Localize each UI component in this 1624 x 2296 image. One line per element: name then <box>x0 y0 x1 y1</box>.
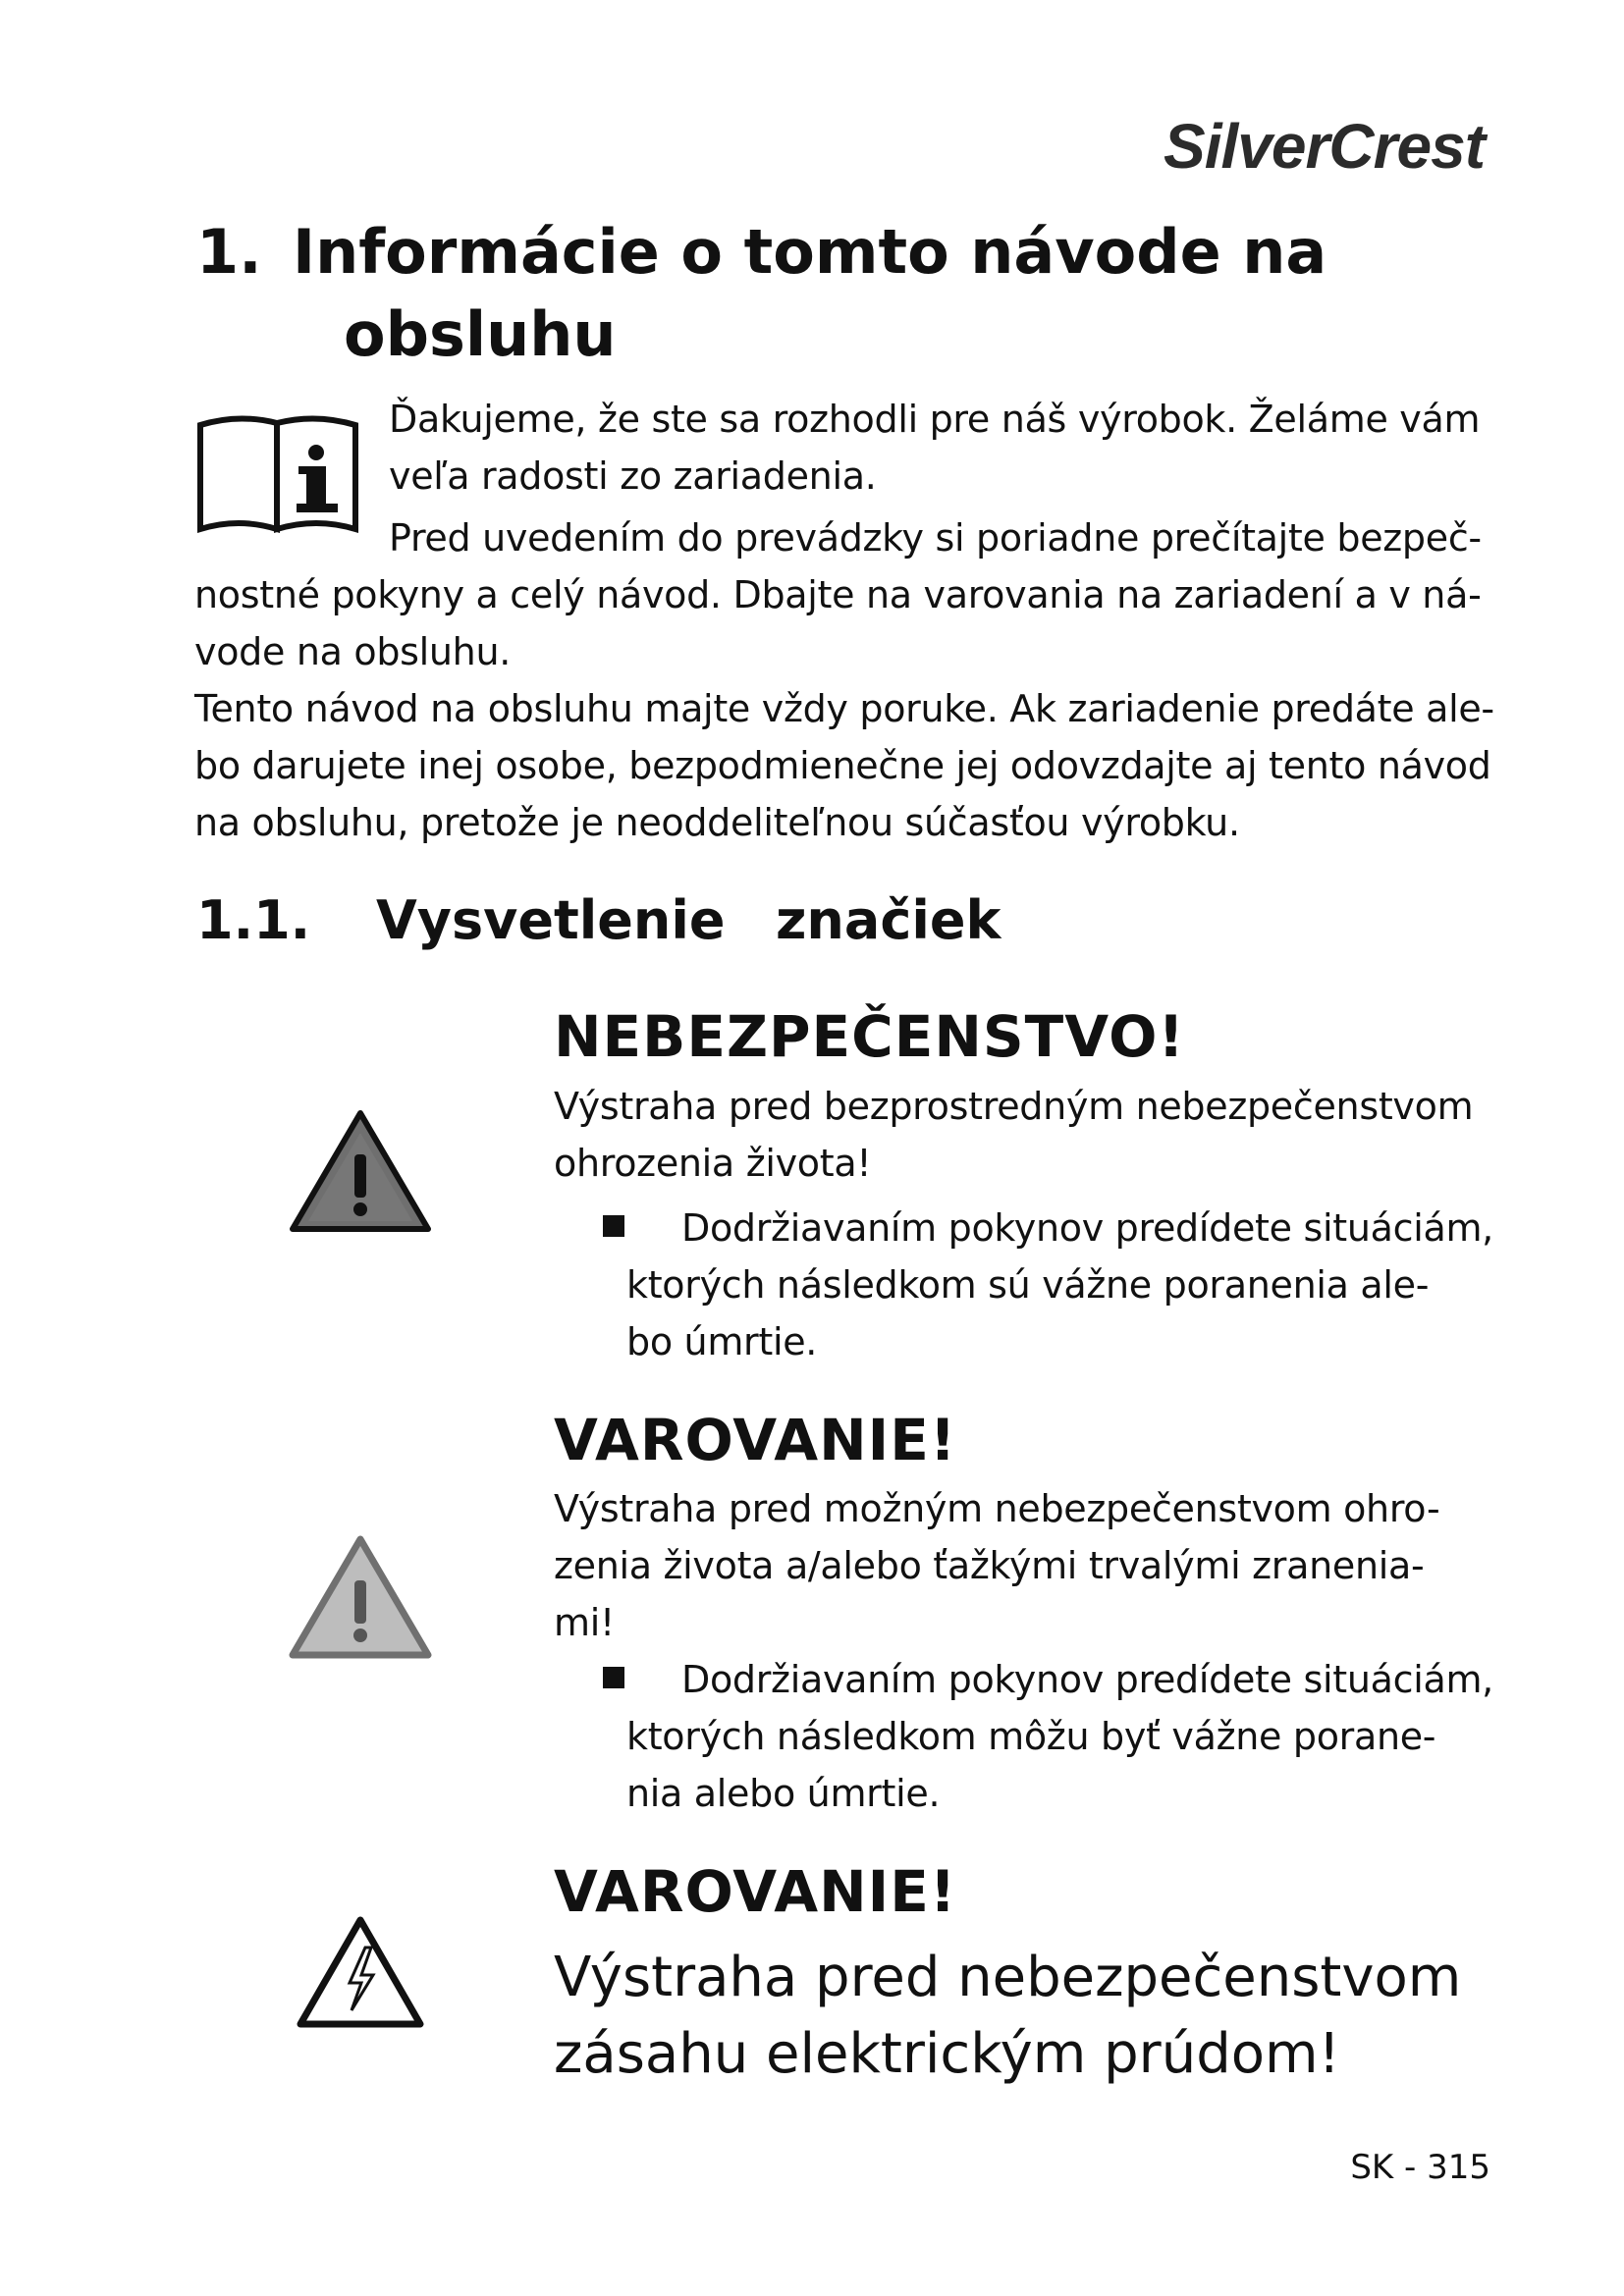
bullet-line: Dodržiavaním pokynov predídete situáciám, <box>681 1658 1493 1701</box>
signal-desc-line: ohrozenia života! <box>554 1142 872 1185</box>
brand-logo: SilverCrest <box>1164 111 1485 182</box>
intro-line: veľa radosti zo zariadenia. <box>389 454 877 498</box>
bullet-line: Dodržiavaním pokynov predídete situáciám, <box>681 1206 1493 1250</box>
bullet-line: ktorých následkom môžu byť vážne porane- <box>626 1715 1436 1758</box>
signal-title-electric: VAROVANIE! <box>554 1858 957 1925</box>
intro-line: vode na obsluhu. <box>194 630 512 673</box>
signal-desc-line: mi! <box>554 1601 615 1644</box>
intro-line: na obsluhu, pretože je neoddeliteľnou súčasťou výrobku. <box>194 801 1240 844</box>
section-number: 1. <box>196 216 262 288</box>
bullet-line: nia alebo úmrtie. <box>626 1772 941 1815</box>
signal-title-warning: VAROVANIE! <box>554 1407 957 1473</box>
signal-desc-line: zenia života a/alebo ťažkými trvalými zranenia- <box>554 1544 1425 1587</box>
page-number: SK - 315 <box>1350 2148 1490 2187</box>
signal-desc-line: Výstraha pred bezprostredným nebezpečenstvom <box>554 1085 1474 1128</box>
signal-desc-line: zásahu elektrickým prúdom! <box>554 2022 1341 2086</box>
subsection-number: 1.1. <box>196 889 311 951</box>
intro-line: bo darujete inej osobe, bezpodmienečne jej odovzdajte aj tento návod <box>194 744 1491 787</box>
subsection-title-word1: Vysvetlenie <box>376 889 726 951</box>
electric-hazard-icon <box>295 1914 426 2030</box>
bullet-square <box>603 1667 624 1688</box>
info-book-icon <box>194 407 361 537</box>
warning-triangle-icon <box>287 1107 434 1235</box>
subsection-title-word2: značiek <box>776 889 1001 951</box>
warning-triangle-icon <box>287 1533 434 1661</box>
bullet-line: bo úmrtie. <box>626 1320 818 1363</box>
intro-line: Tento návod na obsluhu majte vždy poruke. Ak zariadenie predáte ale- <box>194 687 1494 730</box>
bullet-square <box>603 1215 624 1237</box>
intro-line: Pred uvedením do prevádzky si poriadne prečítajte bezpeč- <box>389 516 1482 560</box>
section-title-line1: Informácie o tomto návode na <box>293 216 1327 288</box>
section-title-line2: obsluhu <box>344 298 617 370</box>
intro-line: nostné pokyny a celý návod. Dbajte na varovania na zariadení a v ná- <box>194 573 1482 616</box>
intro-line: Ďakujeme, že ste sa rozhodli pre náš výrobok. Želáme vám <box>389 398 1481 441</box>
bullet-line: ktorých následkom sú vážne poranenia ale- <box>626 1263 1430 1307</box>
signal-desc-line: Výstraha pred nebezpečenstvom <box>554 1946 1462 2009</box>
signal-title-danger: NEBEZPEČENSTVO! <box>554 1003 1185 1070</box>
signal-desc-line: Výstraha pred možným nebezpečenstvom ohro- <box>554 1487 1440 1530</box>
